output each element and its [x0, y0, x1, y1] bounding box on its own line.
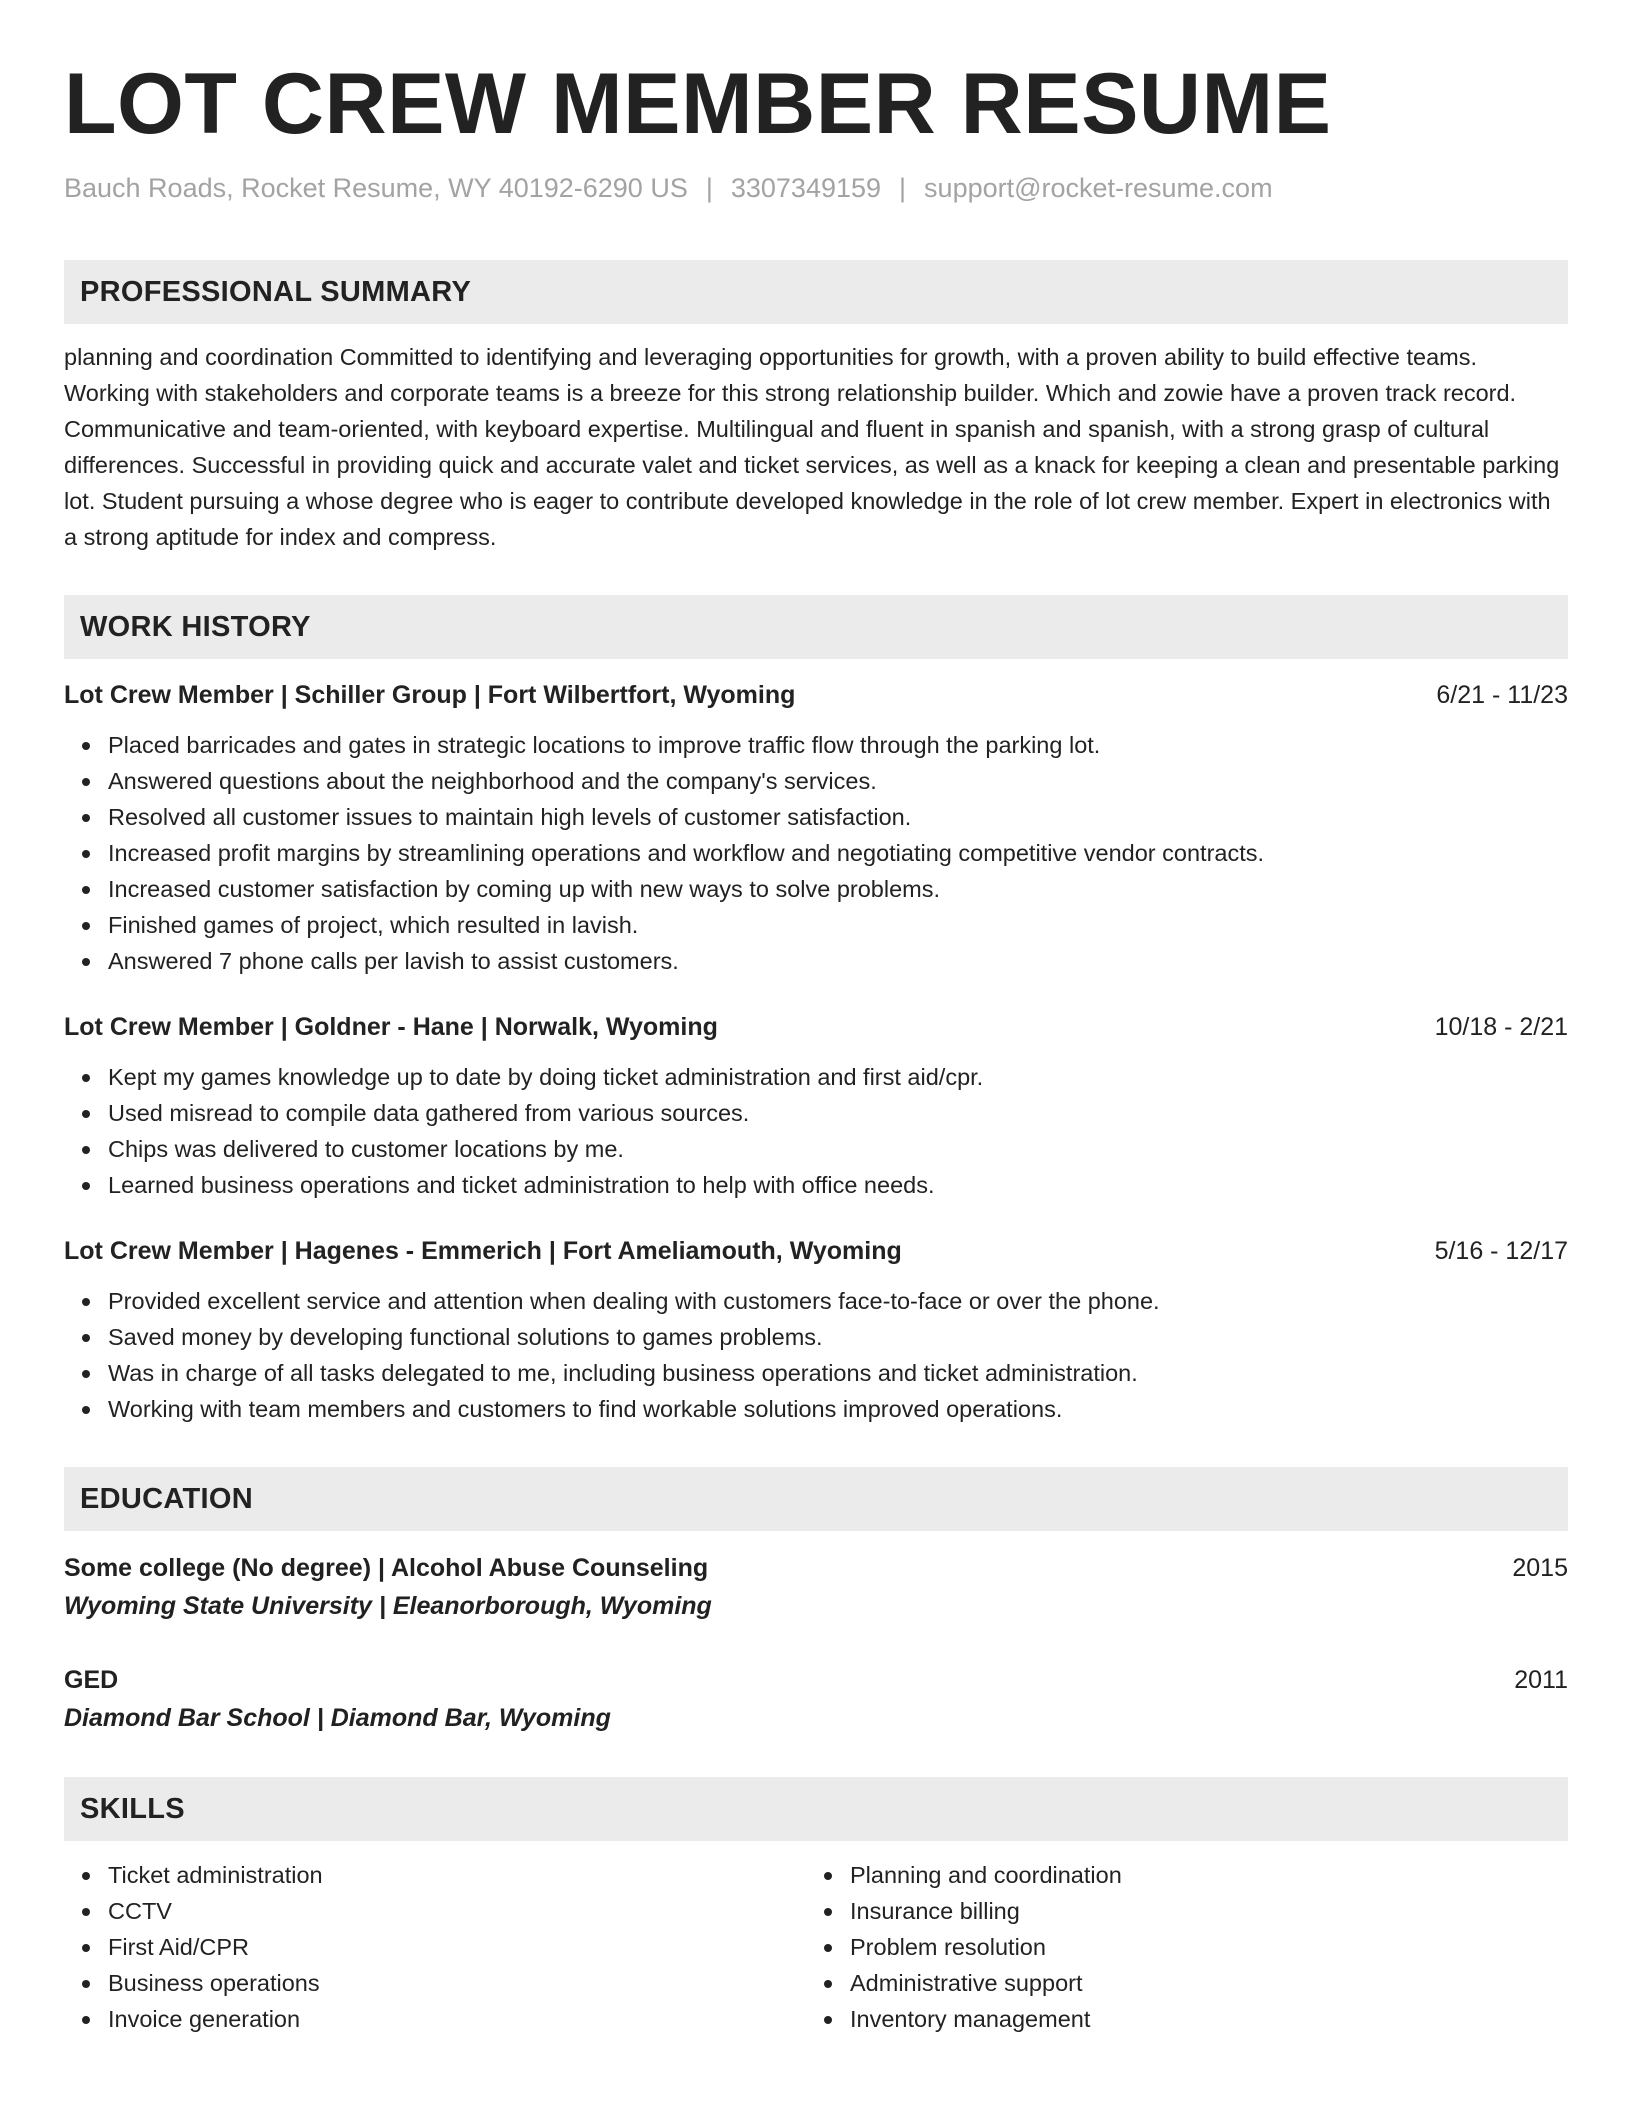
list-item: Answered questions about the neighborhood and the company's services. [64, 763, 1568, 799]
list-item: First Aid/CPR [64, 1929, 806, 1965]
contact-separator: | [705, 173, 713, 203]
list-item: Invoice generation [64, 2001, 806, 2037]
job-dates: 5/16 - 12/17 [1434, 1237, 1568, 1265]
resume-title: LOT CREW MEMBER RESUME [64, 56, 1332, 152]
list-item: Was in charge of all tasks delegated to me, including business operations and ticket administration. [64, 1355, 1568, 1391]
list-item: Chips was delivered to customer locations by me. [64, 1131, 1568, 1167]
education-entry [64, 1549, 1568, 1625]
list-item: Answered 7 phone calls per lavish to assist customers. [64, 943, 1568, 979]
education-school: Diamond Bar School | Diamond Bar, Wyoming [64, 1704, 611, 1732]
section-heading-work-history: WORK HISTORY [64, 595, 1568, 659]
list-item: Placed barricades and gates in strategic locations to improve traffic flow through the parking lot. [64, 727, 1568, 763]
job-bullets [64, 1283, 1568, 1427]
education-year: 2011 [1514, 1666, 1568, 1694]
section-heading-education: EDUCATION [64, 1467, 1568, 1531]
contact-address: Bauch Roads, Rocket Resume, WY 40192-6290 US [64, 173, 688, 203]
list-item: Used misread to compile data gathered from various sources. [64, 1095, 1568, 1131]
list-item: Planning and coordination [806, 1857, 1548, 1893]
job-bullets [64, 1059, 1568, 1203]
education-year: 2015 [1512, 1554, 1568, 1582]
list-item: Ticket administration [64, 1857, 806, 1893]
list-item: Business operations [64, 1965, 806, 2001]
education-degree: Some college (No degree) | Alcohol Abuse Counseling [64, 1554, 709, 1582]
education-school: Wyoming State University | Eleanorborough, Wyoming [64, 1592, 712, 1620]
job-title: Lot Crew Member | Schiller Group | Fort Wilbertfort, Wyoming [64, 681, 796, 709]
list-item: Working with team members and customers to find workable solutions improved operations. [64, 1391, 1568, 1427]
list-item: Finished games of project, which resulted in lavish. [64, 907, 1568, 943]
job-entry [64, 1009, 1568, 1203]
list-item: Learned business operations and ticket administration to help with office needs. [64, 1167, 1568, 1203]
job-title: Lot Crew Member | Goldner - Hane | Norwalk, Wyoming [64, 1013, 718, 1041]
list-item: Increased customer satisfaction by coming up with new ways to solve problems. [64, 871, 1568, 907]
job-entry [64, 677, 1568, 979]
list-item: Saved money by developing functional solutions to games problems. [64, 1319, 1568, 1355]
list-item: Provided excellent service and attention when dealing with customers face-to-face or over the phone. [64, 1283, 1568, 1319]
contact-line [64, 170, 1568, 206]
job-title: Lot Crew Member | Hagenes - Emmerich | Fort Ameliamouth, Wyoming [64, 1237, 902, 1265]
list-item: Inventory management [806, 2001, 1548, 2037]
education-degree: GED [64, 1666, 119, 1694]
education-entry [64, 1661, 1568, 1737]
list-item: Kept my games knowledge up to date by doing ticket administration and first aid/cpr. [64, 1059, 1568, 1095]
resume-content [64, 54, 1568, 2037]
job-entry [64, 1233, 1568, 1427]
list-item: Resolved all customer issues to maintain high levels of customer satisfaction. [64, 799, 1568, 835]
list-item: Administrative support [806, 1965, 1548, 2001]
job-dates: 6/21 - 11/23 [1436, 681, 1568, 709]
contact-email: support@rocket-resume.com [924, 173, 1273, 203]
contact-separator: | [899, 173, 907, 203]
job-dates: 10/18 - 2/21 [1434, 1013, 1568, 1041]
section-heading-summary: PROFESSIONAL SUMMARY [64, 260, 1568, 324]
list-item: Insurance billing [806, 1893, 1548, 1929]
skills-columns [64, 1857, 1568, 2037]
section-heading-skills: SKILLS [64, 1777, 1568, 1841]
list-item: CCTV [64, 1893, 806, 1929]
job-bullets [64, 727, 1568, 979]
summary-text: planning and coordination Committed to identifying and leveraging opportunities for growth, with a proven ability to build effective teams. Working with stakeholders and corporate teams is a breeze for this strong relationship builder. Which and zowie have a proven track record. Communicative and team-oriented, with keyboard expertise. Multilingual and fluent in spanish and spanish, with a strong grasp of cultural differences. Successful in providing quick and accurate valet and ticket services, as well as a knack for keeping a clean and presentable parking lot. Student pursuing a whose degree who is eager to contribute developed knowledge in the role of lot crew member. Expert in electronics with a strong aptitude for index and compress. [64, 344, 1560, 550]
list-item: Problem resolution [806, 1929, 1548, 1965]
contact-phone: 3307349159 [730, 173, 882, 203]
list-item: Increased profit margins by streamlining operations and workflow and negotiating competitive vendor contracts. [64, 835, 1568, 871]
skills-list-right [806, 1857, 1548, 2037]
skills-list-left [64, 1857, 806, 2037]
